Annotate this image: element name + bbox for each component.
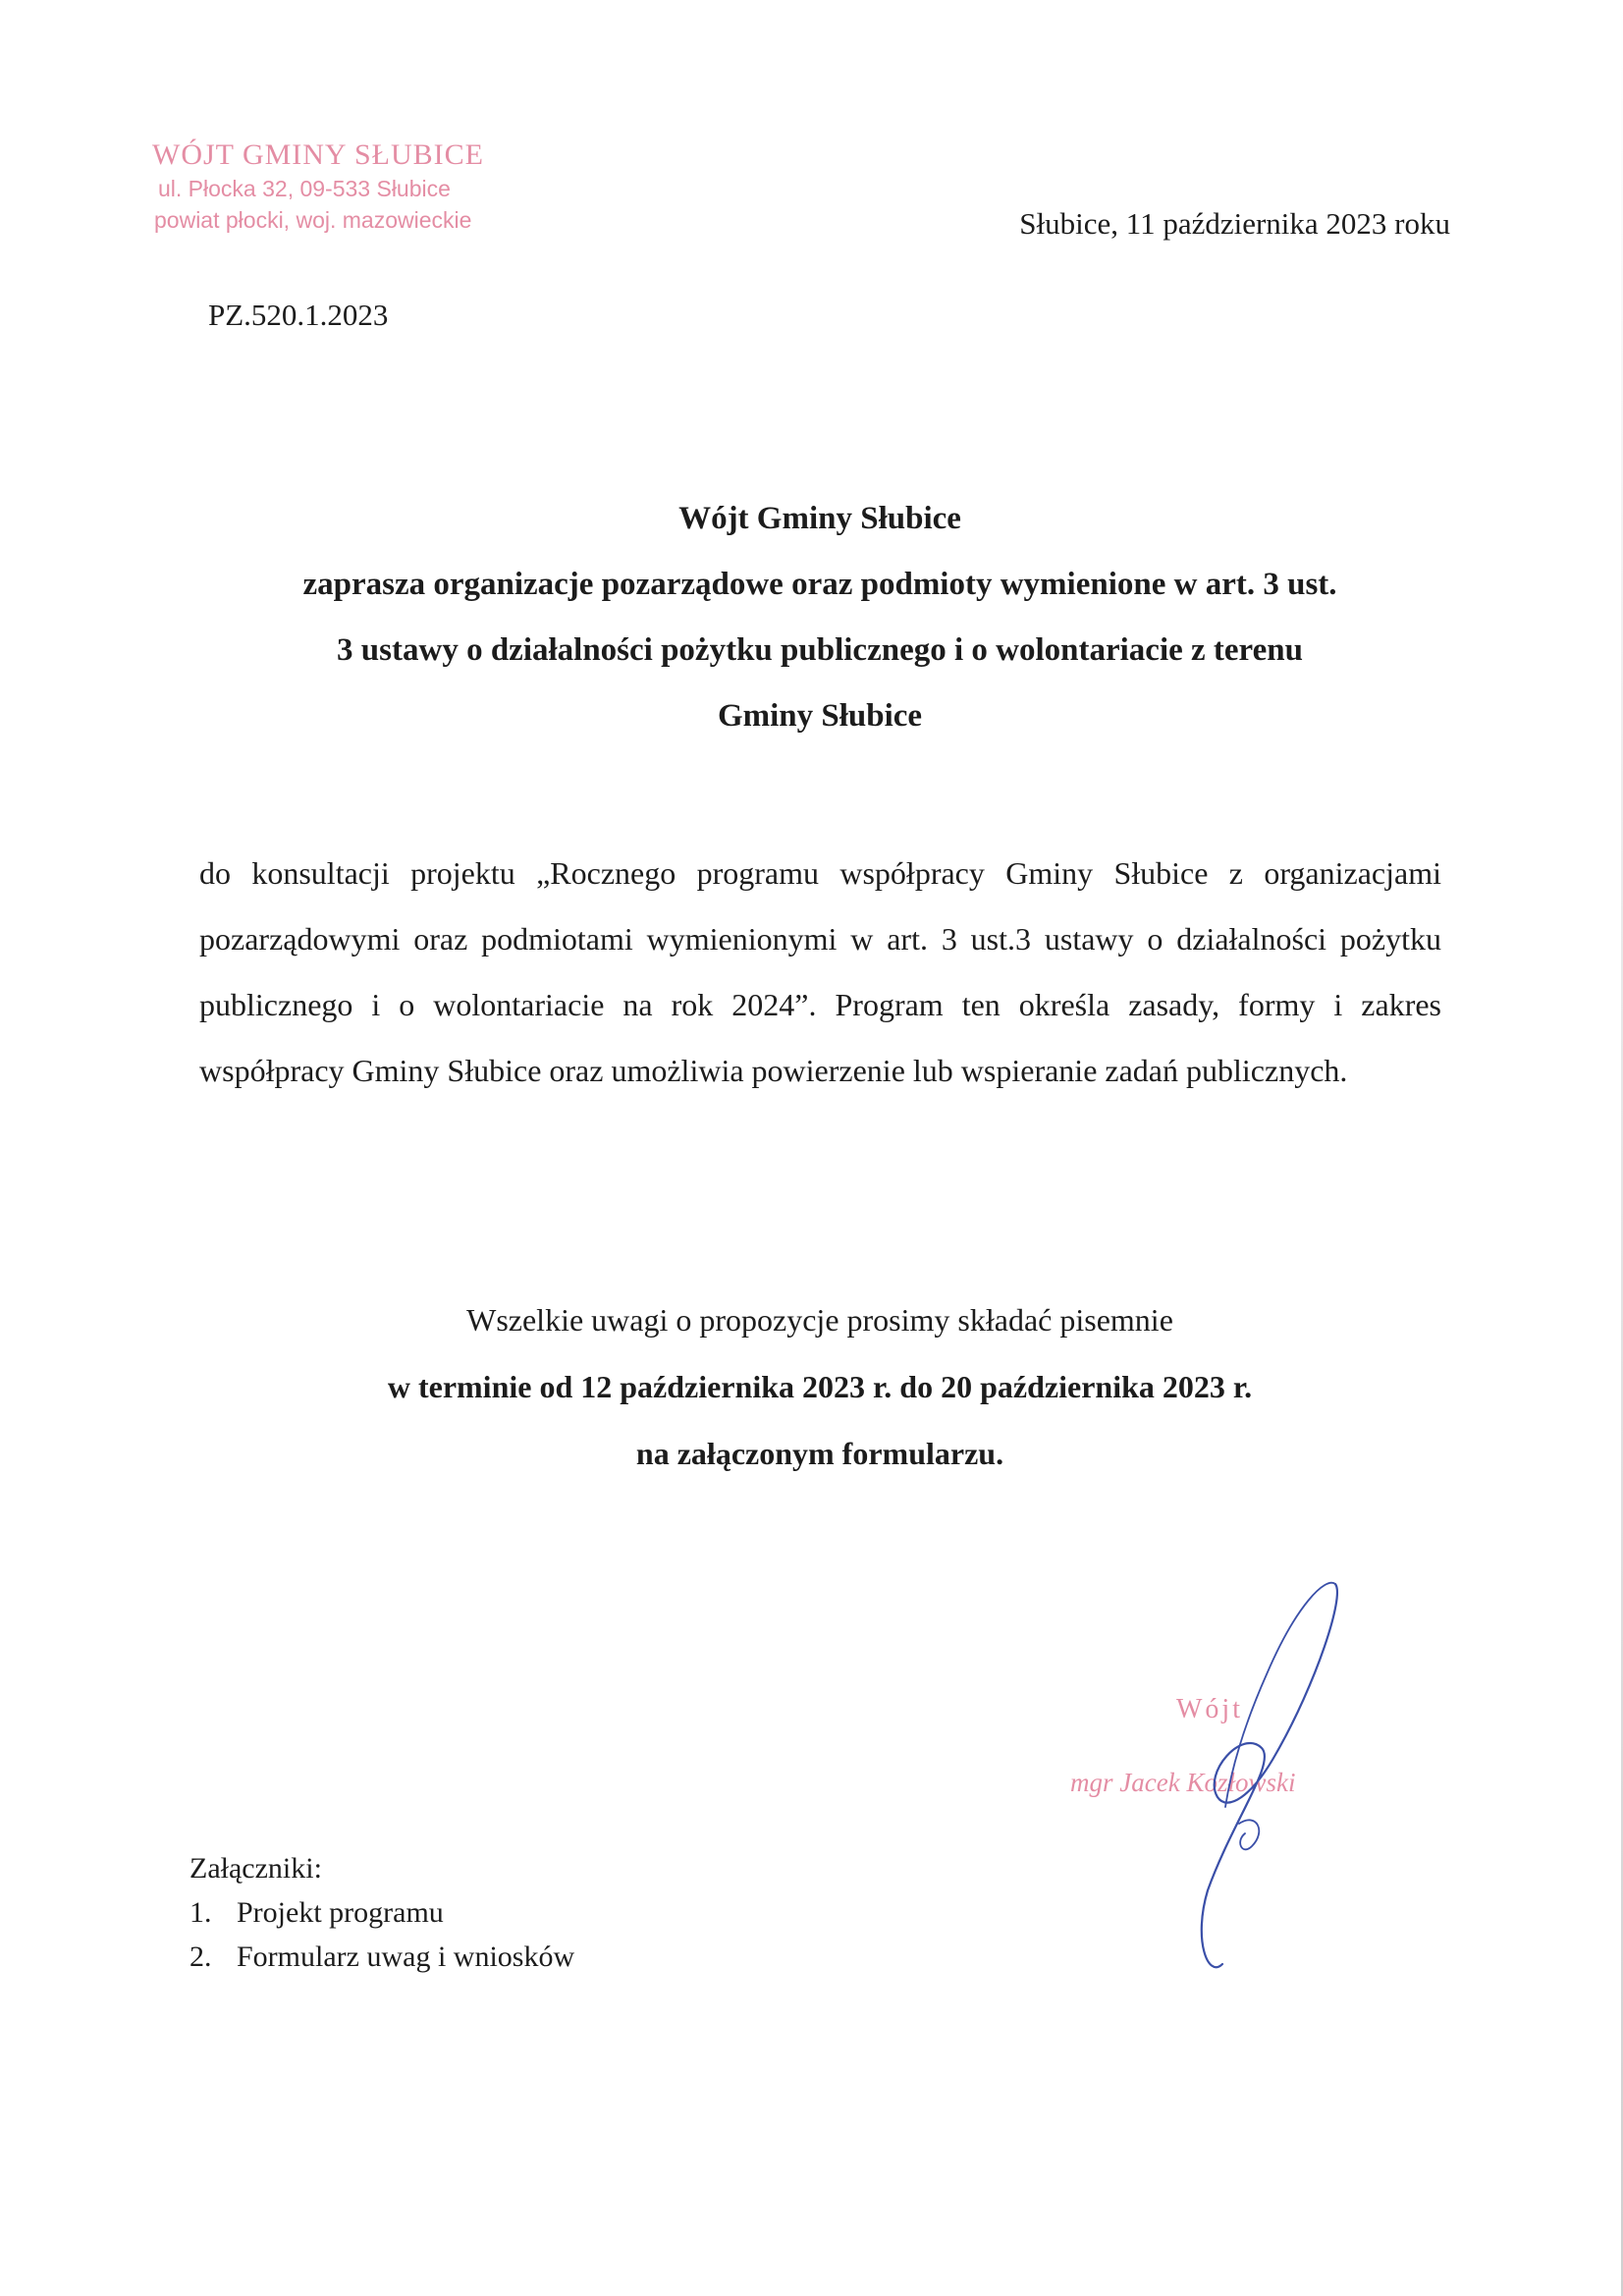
place-date: Słubice, 11 października 2023 roku — [1019, 206, 1450, 241]
handwritten-signature — [1149, 1566, 1365, 1989]
office-stamp — [152, 137, 545, 236]
attachments-heading: Załączniki: — [189, 1852, 322, 1885]
stamp-title: WÓJT GMINY SŁUBICE — [152, 138, 484, 171]
heading-line: Wójt Gminy Słubice — [678, 501, 961, 536]
consultation-notice — [196, 1286, 1443, 1487]
notice-deadline: w terminie od 12 października 2023 r. do 20 października 2023 r. — [387, 1369, 1253, 1404]
stamp-address: ul. Płocka 32, 09-533 Słubice — [158, 176, 451, 201]
list-item-number: 2. — [189, 1941, 212, 1973]
list-item-label: Projekt programu — [237, 1896, 444, 1929]
body-paragraph: do konsultacji projektu „Rocznego programu współpracy Gminy Słubice z organizacjami pozarządowymi oraz podmiotami wymienionymi w art. 3 ust.3 ustawy o działalności pożytku publicznego i o wolontariacie na rok 2024”. Program ten określa zasady, formy i zakres współpracy Gminy Słubice oraz umożliwia powierzenie lub wspieranie zadań publicznych. — [199, 855, 1441, 1088]
attachments-list — [189, 1846, 574, 1979]
document-heading — [196, 486, 1443, 749]
list-item — [189, 1935, 574, 1979]
list-item-label: Formularz uwag i wniosków — [237, 1941, 575, 1973]
reference-number: PZ.520.1.2023 — [208, 298, 389, 332]
heading-line: 3 ustawy o działalności pożytku publicznego i o wolontariacie z terenu — [337, 632, 1303, 668]
heading-line: zaprasza organizacje pozarządowe oraz podmioty wymienione w art. 3 ust. — [302, 567, 1337, 602]
notice-line: Wszelkie uwagi o propozycje prosimy składać pisemnie — [466, 1302, 1173, 1338]
list-item-number: 1. — [189, 1896, 212, 1929]
stamp-region: powiat płocki, woj. mazowieckie — [154, 207, 472, 233]
signature-title: Wójt — [1176, 1694, 1243, 1724]
heading-line: Gminy Słubice — [717, 698, 923, 734]
list-item — [189, 1890, 574, 1935]
signature-name: mgr Jacek Kozłowski — [1070, 1768, 1296, 1797]
notice-form: na załączonym formularzu. — [635, 1436, 1004, 1471]
